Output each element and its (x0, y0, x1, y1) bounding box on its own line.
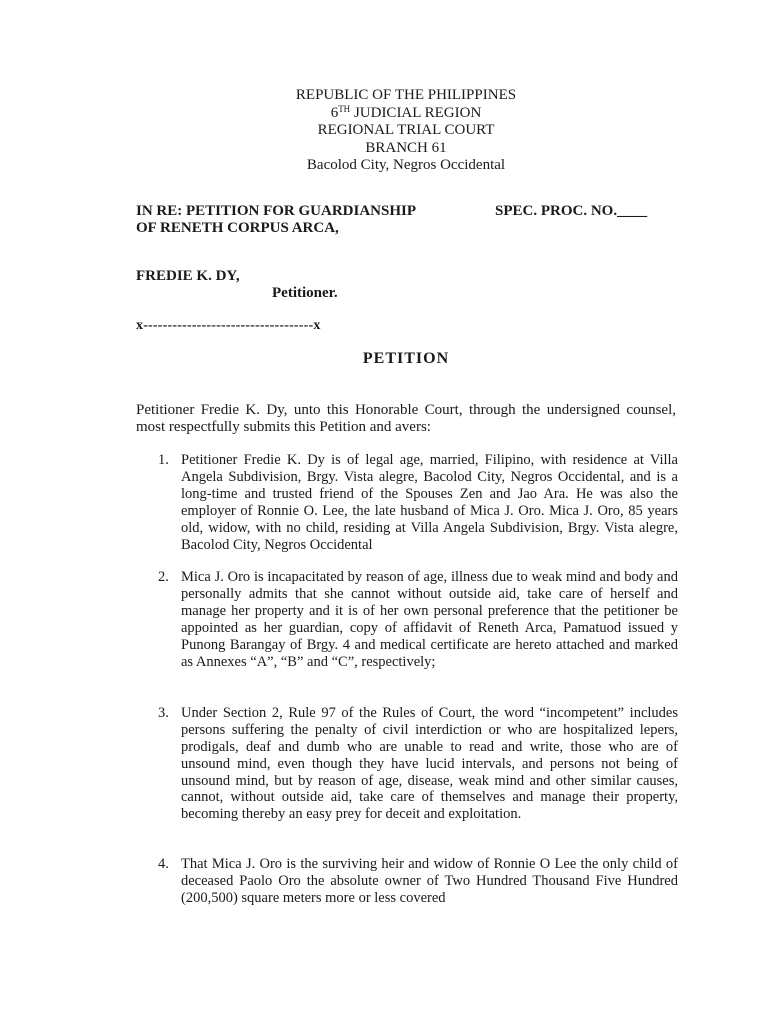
paragraph-number: 2. (158, 569, 169, 586)
petitioner-role: Petitioner. (272, 285, 338, 301)
paragraph-item (155, 452, 678, 553)
header-location: Bacolod City, Negros Occidental (306, 157, 506, 173)
paragraph-text: Petitioner Fredie K. Dy is of legal age, married, Filipino, with residence at Villa Angela Subdivision, Brgy. Vista alegre, Bacolod City, Negros Occidental, and is a long-time and trusted friend of the Spouses Zen and Jao Ara. He was also the employer of Ronnie O. Lee, the late husband of Mica J. Oro. Mica J. Oro, 85 years old, widow, with no child, residing at Villa Angela Subdivision, Brgy. Vista alegre, Bacolod City, Negros Occidental (181, 452, 678, 553)
case-number: SPEC. PROC. NO.____ (495, 203, 648, 219)
header-republic: REPUBLIC OF THE PHILIPPINES (295, 87, 517, 103)
petitioner-name: FREDIE K. DY, (136, 268, 240, 284)
case-caption (136, 203, 416, 237)
paragraph-number: 1. (158, 452, 169, 468)
paragraph-text: Mica J. Oro is incapacitated by reason of age, illness due to weak mind and body and personally admits that she cannot without outside aid, take care of herself and manage her property and it is of her own personal preference that the petitioner be appointed as her guardian, copy of affidavit of Reneth Arca, Pamatuod issued y Punong Barangay of Brgy. 4 and medical certificate are hereto attached and marked as Annexes “A”, “B” and “C”, respectively; (181, 569, 678, 670)
paragraph-number: 4. (158, 856, 169, 873)
header-judicial-region: 6TH JUDICIAL REGION (330, 103, 482, 121)
caption-line-2: OF RENETH CORPUS ARCA, (136, 220, 339, 236)
caption-line-1: IN RE: PETITION FOR GUARDIANSHIP (136, 203, 417, 219)
header-court: REGIONAL TRIAL COURT (317, 122, 495, 138)
document-title: PETITION (362, 350, 450, 367)
header-branch: BRANCH 61 (365, 139, 447, 156)
paragraph-number: 3. (158, 704, 169, 721)
paragraph-text: That Mica J. Oro is the surviving heir and widow of Ronnie O Lee the only child of deceased Paolo Oro the absolute owner of Two Hundred Thousand Five Hundred (200,500) square meters more or less covered (181, 856, 678, 907)
paragraph-item (155, 856, 678, 907)
court-header (0, 87, 768, 175)
intro-paragraph: Petitioner Fredie K. Dy, unto this Honorable Court, through the undersigned counsel, most respectfully submits this Petition and avers: (136, 402, 676, 435)
paragraph-text: Under Section 2, Rule 97 of the Rules of Court, the word “incompetent” includes persons suffering the penalty of civil interdiction or who are hospitalized lepers, prodigals, deaf and dumb who are unable to read and write, those who are of unsound mind, even though they have lucid intervals, and persons not being of unsound mind, but by reason of age, disease, weak mind and other similar causes, cannot, without outside aid, take care of themselves and manage their property, becoming thereby an easy prey for deceit and exploitation. (181, 704, 678, 823)
numbered-paragraphs (155, 452, 678, 907)
caption-separator: x-----------------------------------x (136, 318, 321, 333)
paragraph-item (155, 705, 678, 823)
paragraph-item (155, 569, 678, 670)
